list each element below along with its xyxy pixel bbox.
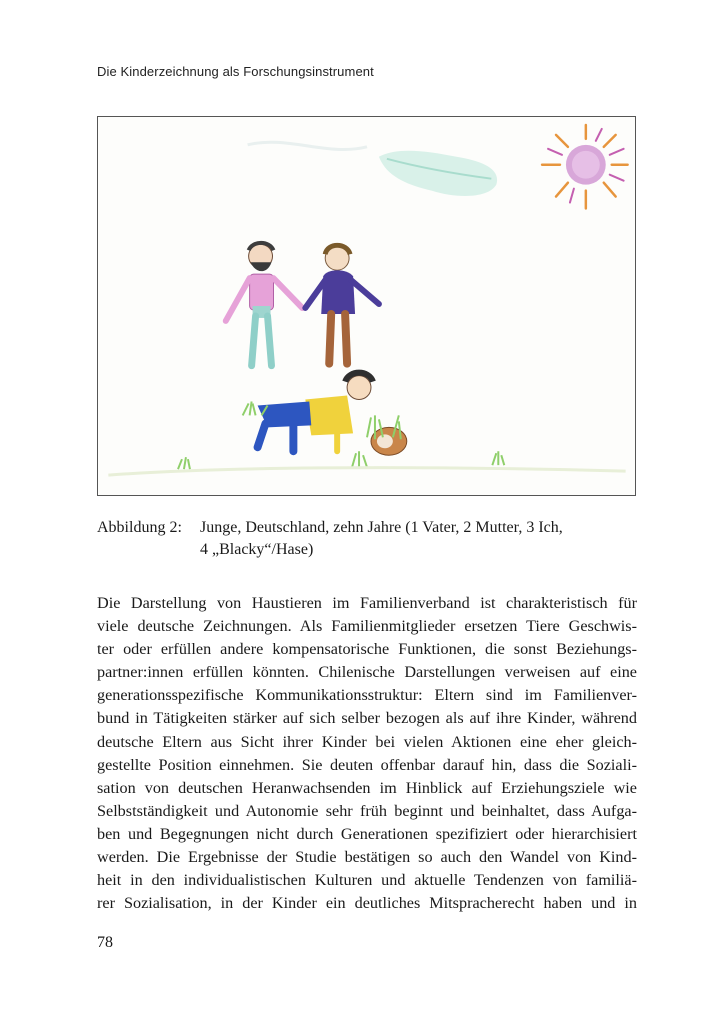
text-line: Die Darstellung von Haustieren im Familienverband ist charakteristisch für xyxy=(97,594,637,612)
page-number: 78 xyxy=(97,934,113,951)
text-line: ben und Begegnungen nicht durch Generationen spezifiziert oder hierarchisiert xyxy=(97,824,637,843)
rabbit-figure xyxy=(371,427,407,455)
mother-figure xyxy=(305,245,379,363)
text-line: ter oder erfüllen andere kompensatorische Funktionen, die sonst Beziehungs- xyxy=(97,640,637,659)
figure-caption xyxy=(97,517,637,561)
text-line: rer Sozialisation, in der Kinder ein deutliches Mitspracherecht haben und in xyxy=(97,894,637,913)
figure-label: Abbildung 2: xyxy=(97,519,182,536)
child-figure xyxy=(258,373,373,452)
body-paragraph xyxy=(97,592,637,915)
text-line: Selbstständigkeit und Autonomie sehr früh beginnt und beinhaltet, dass Aufga- xyxy=(97,801,637,820)
cloud-scribble xyxy=(379,151,497,196)
text-line: sation von deutschen Heranwachsenden im Hinblick auf Erziehungsziele wie xyxy=(97,778,637,797)
text-line: gestellte Position einnehmen. Sie deuten offenbar darauf hin, dass die Soziali- xyxy=(97,755,637,774)
text-line: generationsspezifische Kommunikationsstruktur: Eltern sind im Familienver- xyxy=(97,686,637,705)
text-line: partner:innen erfüllen könnten. Chilenische Darstellungen verweisen auf eine xyxy=(97,663,637,682)
text-line: deutsche Eltern aus Sicht ihrer Kinder bei vielen Aktionen eine eher gleich- xyxy=(97,732,637,751)
text-line: bund in Tätigkeiten stärker auf sich selber bezogen als auf ihre Kinder, während xyxy=(97,709,637,728)
text-line: viele deutsche Zeichnungen. Als Familienmitglieder ersetzen Tiere Geschwis- xyxy=(97,617,637,636)
caption-line-1: Junge, Deutschland, zehn Jahre (1 Vater, 2 Mutter, 3 Ich, xyxy=(200,519,563,536)
running-header: Die Kinderzeichnung als Forschungsinstrument xyxy=(97,64,374,79)
sun-drawing xyxy=(542,125,628,209)
father-figure xyxy=(226,243,303,366)
text-line: heit in den individualistischen Kulturen und aktuelle Tendenzen von familiä- xyxy=(97,871,637,890)
text-line: werden. Die Ergebnisse der Studie bestätigen so auch den Wandel von Kind- xyxy=(97,848,637,867)
caption-line-2: 4 „Blacky“/Hase) xyxy=(200,541,314,558)
child-drawing-figure xyxy=(97,116,636,496)
